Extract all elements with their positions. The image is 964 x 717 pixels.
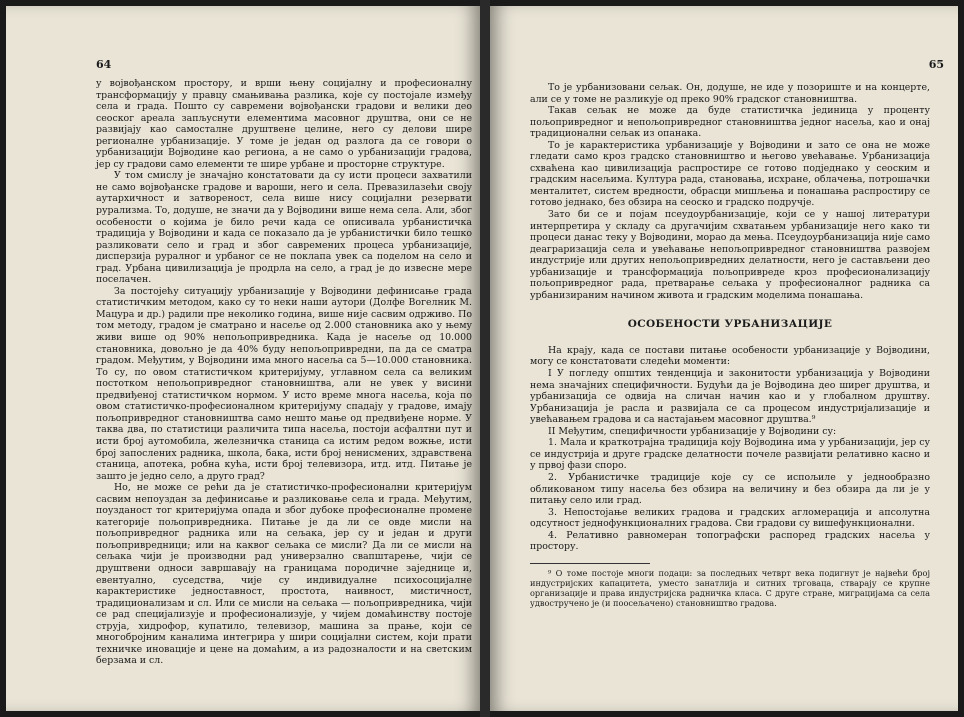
paragraph: 2. Урбанистичке традиције које су се испољиле у једнообразно обликованом типу насеља без обзира на величину и без обзира да ли је у питању село или град. xyxy=(530,471,930,507)
paragraph: То је урбанизовани сељак. Он, додуше, не иде у позориште и на концерте, али се у томе не разликује од преко 90% градског становништва. xyxy=(530,82,930,105)
paragraph: 4. Релативно равномеран топографски распоред градских насеља у простору. xyxy=(530,529,930,553)
footnote-rule xyxy=(530,563,650,564)
paragraph: То је карактеристика урбанизације у Војводини и зато се она не може гледати само кроз градско становништво и његово увећавање. Урбанизација схваћена као цивилизација распростире се готово подједнако у сеоским и градским насељима. Култура рада, становања, исхране, облачења, потрошачки менталитет, систем вредности, обрасци мишљења и понашања распростиру се готово једнако, без обзира на сеоско и градско подручје. xyxy=(530,139,930,209)
paragraph: Такав сељак не може да буде статистичка јединица у проценту пољопривредног и непољопривредног становништва једног насеља, као и онај традиционални сељак из опанака. xyxy=(530,105,930,140)
paragraph: 3. Непостојање великих градова и градских агломерација и апсолутна одсутност једнофункционалних градова. Сви градови су вишефункционални. xyxy=(530,506,930,530)
footnote: ⁹ О томе постоје многи подаци: за последњих четврт века подигнут је највећи број индустријских капацитета, уместо занатлија и ситних трговаца, стварају се крупне организације и права индустријска радничка класа. С друге стране, миграцијама са села удвостручено је (и поосељачено) становништво градова. xyxy=(530,567,930,608)
paragraph: Зато би се и појам псеудоурбанизације, који се у нашој литератури интерпретира у складу са другачијим схватањем урбанизације него како ти процеси данас теку у Војводини, морао да мења. Псеудоурбанизација није само деаграризација села и увећавање непољопривредног становништва развојем индустрије или других непољопривредних делатности, него је састављени део урбанизације и трансформација пољопривреде кроз професионализацију пољопривредног рада, претварање сељака у професионалног радника са урбанизираним начином живота и градским моделима понашања. xyxy=(530,209,930,301)
left-page xyxy=(6,6,480,711)
left-page-number: 64 xyxy=(96,58,112,71)
paragraph: На крају, када се постави питање особености урбанизације у Војводини, могу се констатовати следећи моменти: xyxy=(530,344,930,368)
right-page-body xyxy=(530,82,930,608)
right-page xyxy=(490,6,958,711)
left-page-body xyxy=(96,78,472,667)
paragraph: у војвођанском простору, и врши њену социјалну и професионалну трансформацију у правцу смањивања разлика, које су постојале између села и града. Пошто су савремени војвођански градови и велики део сеоског ареала запљуснути елементима масовног друштва, они се не развијају као самосталне друштвене целине, него су делови шире регионалне урбанизације. У томе је један од разлога да се говори о урбанизацији Војводине као региона, а не само о урбанизацији градова, јер су градови само елементи те шире урбане и просторне структуре. xyxy=(96,78,472,170)
paragraph: Но, не може се рећи да је статистичко-професионални критеријум сасвим непоуздан за дефинисање и разликовање села и града. Међутим, поузданост тог критеријума опада и због дубоке професионалне промене категорије пољопривредника. Питање је да ли се овде мисли на пољопривредног радника или на сељака, јер су и један и други пољопривредници; или на каквог сељака се мисли? Да ли се мисли на сељака чији је производни рад универзално свапштарење, чији се друштвени односи завршавају на границама породичне заједнице и, евентуално, суседства, чије су индивидуалне психосоцијалне карактеристике једноставност, простота, наивност, мистичност, традиционализам и сл. Или се мисли на сељака — пољопривредника, чији се рад специјализује и професионализује, у чијем домаћинству постоје струја, хидрофор, купатило, телевизор, машина за прање, који се многобројним каналима интегрира у шири социјални систем, који прати техничке иновације и цене на домаћим, а из радозналости и на светским берзама и сл. xyxy=(96,482,472,667)
paragraph: II Међутим, специфичности урбанизације у Војводини су: xyxy=(548,425,837,437)
paragraph: 1. Мала и краткотрајна традиција коју Војводина има у урбанизацији, јер су се индустрија и друге градске делатности почеле развијати релативно касно и у првој фази споро. xyxy=(530,437,930,472)
paragraph: За постојећу ситуацију урбанизације у Војводини дефинисање града статистичким методом, како су то неки наши аутори (Долфе Вогелник М. Мацура и др.) радили пре неколико година, више није сасвим одрживо. По том методу, градом је сматрано и насеље од 2.000 становника ако у њему живи више од 90% непољопривредника. Када је насеље од 10.000 становника, довољно је да 40% буду непољопривредни, па да се сматра градом. Међутим, у Војводини има много насеља са 5—10.000 становника. То су, по овом статистичком критеријуму, углавном села са великим постотком непољопривредног становништва, али не увек у висини предвиђеној статистичком нормом. У исто време многа насеља, која по овом статистичко-професионалном критеријуму спадају у градове, имају пољопривредног становништва само нешто мање од предвиђене норме. У таква два, по статистици различита типа насеља, постоји асфалтни пут и исти број аутомобила, железничка станица са истим редом вожње, исти број запослених радника, школа, бака, исти број ненисмених, здравствена станица, апотека, робна кућа, исти број телевизора, итд. итд. Питање је зашто је једно село, а друго град? xyxy=(96,285,472,482)
paragraph: У том смислу је значајно констатовати да су исти процеси захватили не само војвођанске градове и вароши, него и села. Превазилазећи своју аутархичност и затвореност, села више нису социјални резервати рурализма. То, додуше, не значи да у Војводини више нема села. Али, због особености о којима је било речи када се описивала урбанистичка традиција у Војводини и када се показало да је урбанистички било тешко разликовати село и град и због савремених процеса урбанизације, дисперзија руралног и урбаног се не поклапа увек са поделом на село и град. Урбана цивилизација је продрла на село, а град је до извесне мере поселачен. xyxy=(96,170,472,286)
paragraph: I У погледу општих тенденција и законитости урбанизација у Војводини нема значајних специфичности. Будући да је Војводина део ширег друштва, и урбанизација се одвија на сличан начин као и у глобалном друштву. Урбанизација је расла и развијала се са процесом индустријализације и увећавањем градова и са настајањем масовног друштва.⁹ xyxy=(530,368,930,426)
book-gutter xyxy=(480,0,490,717)
right-page-number: 65 xyxy=(928,58,944,71)
section-heading: ОСОБЕНОСТИ УРБАНИЗАЦИЈЕ xyxy=(627,318,833,331)
